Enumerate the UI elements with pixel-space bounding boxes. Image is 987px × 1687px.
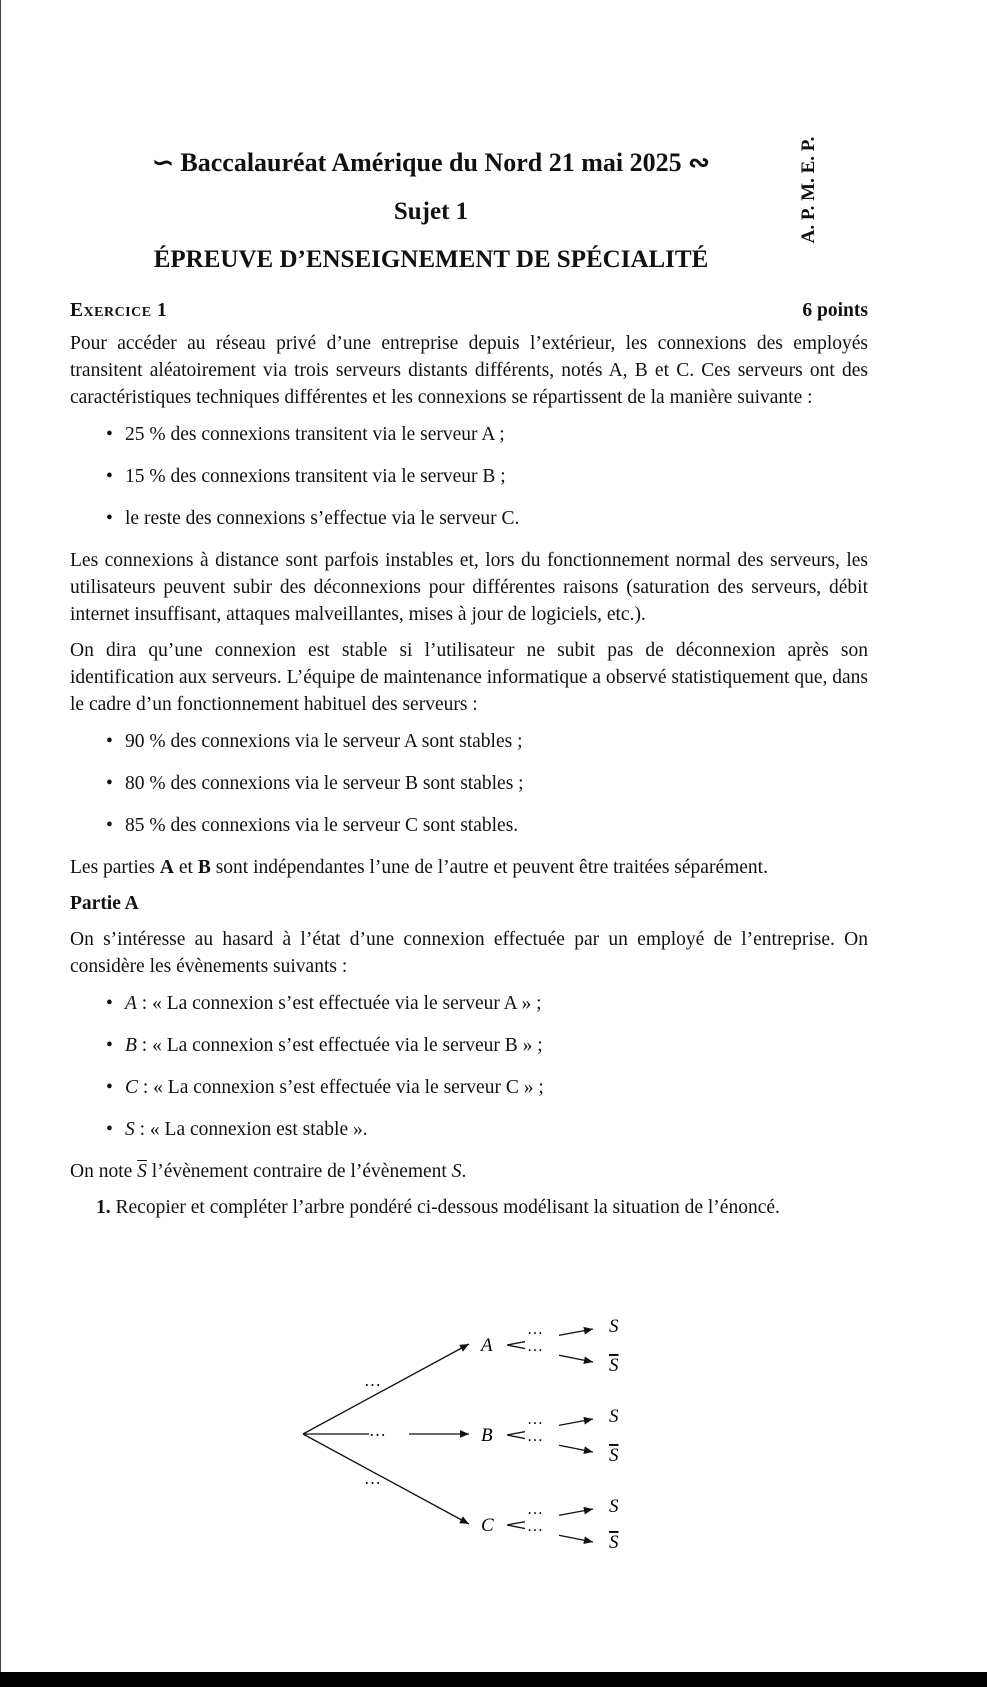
list-item: • 25 % des connexions transitent via le serveur A ; — [70, 421, 868, 448]
parts-note: Les parties A et B sont indépendantes l’une de l’autre et peuvent être traitées séparément. — [70, 857, 768, 878]
list-item: • B : « La connexion s’est effectuée via le serveur B » ; — [70, 1032, 868, 1059]
prob-c-sbar: … — [527, 1518, 543, 1535]
prob-b-s: … — [527, 1411, 543, 1428]
subject-label: Sujet 1 — [393, 198, 469, 225]
exercise-header — [70, 297, 868, 324]
complement-note: On note $\overline{S}$ l’évènement contraire de l’évènement S. — [70, 1161, 467, 1182]
leaf-a-sbar: S — [609, 1355, 619, 1376]
exercise-points: 6 points — [802, 300, 868, 321]
stability-paragraph: On dira qu’une connexion est stable si l’utilisateur ne subit pas de déconnexion après son identification aux serveurs. L’équipe de maintenance informatique a observé statistiquement que, dans le cadre d’un fonctionnement habituel des serveurs : — [70, 640, 868, 715]
prob-a-sbar: … — [527, 1338, 543, 1355]
leaf-c-sbar: S — [609, 1532, 619, 1548]
list-item: • 85 % des connexions via le serveur C sont stables. — [70, 812, 868, 839]
distribution-list — [70, 421, 868, 532]
events-list — [70, 990, 868, 1143]
prob-b-sbar: … — [527, 1428, 543, 1445]
part-a-intro: On s’intéresse au hasard à l’état d’une connexion effectuée par un employé de l’entreprise. On considère les évènements suivants : — [70, 929, 868, 977]
instability-paragraph: Les connexions à distance sont parfois instables et, lors du fonctionnement normal des serveurs, les utilisateurs peuvent subir des déconnexions pour différentes raisons (saturation des serveurs, débit internet insuffisant, attaques malveillantes, mises à jour de logiciels, etc.). — [70, 550, 868, 625]
exercise-body — [70, 297, 868, 1230]
exam-type: ÉPREUVE D’ENSEIGNEMENT DE SPÉCIALITÉ — [153, 246, 709, 273]
leaf-b-s: S — [609, 1406, 619, 1427]
probability-tree — [301, 1318, 701, 1548]
list-item: • A : « La connexion s’est effectuée via le serveur A » ; — [70, 990, 868, 1017]
list-item: • 80 % des connexions via le serveur B sont stables ; — [70, 770, 868, 797]
leaf-a-s: S — [609, 1318, 619, 1337]
node-c: C — [481, 1515, 494, 1536]
node-a: A — [481, 1335, 493, 1356]
branch-root-c — [303, 1434, 469, 1524]
intro-paragraph: Pour accéder au réseau privé d’une entreprise depuis l’extérieur, les connexions des employés transitent aléatoirement via trois serveurs distants différents, notés A, B et C. Ces serveurs ont des caractéristiques techniques différentes et les connexions se répartissent de la manière suivante : — [70, 333, 868, 408]
list-item: • S : « La connexion est stable ». — [70, 1116, 868, 1143]
list-item: • C : « La connexion s’est effectuée via le serveur C » ; — [70, 1074, 868, 1101]
list-item: • 15 % des connexions transitent via le serveur B ; — [70, 463, 868, 490]
prob-a-s: … — [527, 1321, 543, 1338]
exercise-title: Exercice 1 — [70, 300, 168, 321]
branch-root-a — [303, 1344, 469, 1434]
exam-title — [71, 148, 791, 178]
leaf-c-s: S — [609, 1496, 619, 1517]
node-b: B — [481, 1425, 493, 1446]
part-a-title: Partie A — [70, 893, 139, 914]
apmep-side-label: A. P. M. E. P. — [798, 136, 819, 244]
prob-b-label: … — [369, 1421, 386, 1440]
prob-c-s: … — [527, 1501, 543, 1518]
question-1: 1. Recopier et compléter l’arbre pondéré ci-dessous modélisant la situation de l’énoncé. — [96, 1197, 780, 1218]
list-item: • le reste des connexions s’effectue via le serveur C. — [70, 505, 868, 532]
list-item: • 90 % des connexions via le serveur A sont stables ; — [70, 728, 868, 755]
ornament-left: ∽ — [152, 148, 174, 177]
exam-title-text: Baccalauréat Amérique du Nord 21 mai 2025 — [180, 148, 682, 177]
stability-list — [70, 728, 868, 839]
leaf-b-sbar: S — [609, 1445, 619, 1466]
ornament-right: ∾ — [688, 148, 710, 177]
prob-a-label: … — [364, 1371, 381, 1390]
prob-c-label: … — [364, 1469, 381, 1488]
